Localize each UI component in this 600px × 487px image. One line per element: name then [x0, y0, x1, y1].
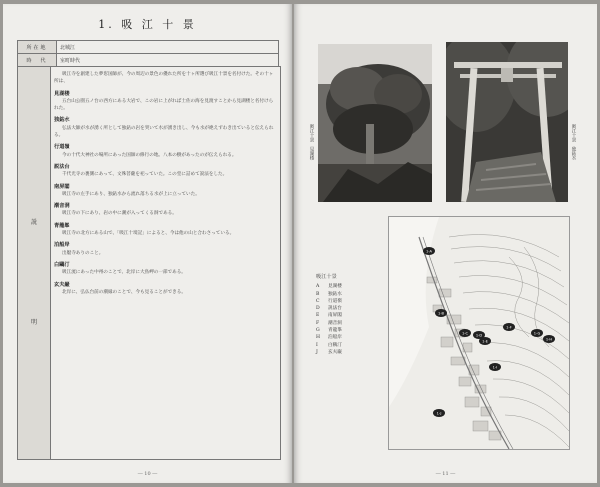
svg-text:1-F: 1-F — [506, 325, 512, 330]
page-number: ― 10 ― — [137, 471, 158, 477]
entry-term: 青龍峯 — [54, 222, 70, 229]
entry-term: 潮音洞 — [54, 203, 70, 210]
entry-text: 吸江寺の北方にある山で、「吸江十境記」によると、今は他の山と合わさっている。 — [62, 231, 235, 237]
entry-text: 吸江流にあった中州のことで、北岸に大鳥岬の一部である。 — [62, 270, 186, 276]
meta-table — [17, 40, 279, 67]
side-label-char: 説 — [30, 219, 37, 226]
right-page — [294, 4, 597, 483]
entry-text: 今の十代大神社の場所にあった国師の修行の地。八本の樹があったのが伝えられる。 — [62, 152, 237, 158]
legend-item: I 白鷗汀 — [316, 342, 342, 348]
svg-text:1-B: 1-B — [438, 311, 444, 316]
map-marker — [459, 329, 471, 337]
svg-text:1-E: 1-E — [482, 339, 488, 344]
meta-value: 北城江 — [57, 41, 279, 54]
legend-item: B 独鈷水 — [316, 291, 342, 297]
meta-row-era — [18, 54, 279, 67]
map-marker — [531, 329, 543, 337]
entry-term: 南屏閣 — [54, 183, 70, 190]
map-marker — [479, 337, 491, 345]
page-number: ― 11 ― — [435, 471, 456, 477]
entry-text: 弘法大師が水が湧く所として独鈷の岩を突いて水が湧き出し、今も水が絶えずわき出ていると伝えられる。 — [54, 125, 274, 139]
legend-item: D 説法台 — [316, 306, 342, 312]
entry-text: 五台山公園五ノ台の西方にある大岩で、この岩に上がれば土佐の海を見渡すことから見湖楼と名付けられた。 — [54, 98, 274, 112]
svg-text:1-D: 1-D — [475, 333, 483, 338]
map-marker — [503, 323, 515, 331]
description-box — [17, 66, 281, 460]
entry-text: 北岸に、弘仏台前の潮縁のことで、今も見ることができる。 — [62, 289, 186, 295]
meta-key: 時 代 — [18, 54, 57, 67]
photo-caption: 吸江十景 独鈷水 — [571, 124, 576, 160]
entry-text: 千代光寺の裏側にあって、文殊菩薩を祀っていた。この堂に詰めて説法をした。 — [62, 172, 228, 178]
entry-term: 説法台 — [54, 163, 70, 170]
legend-item: H 泊船岸 — [316, 335, 342, 341]
side-label-char: 明 — [30, 319, 37, 326]
map-marker — [433, 409, 445, 417]
map-marker — [435, 309, 447, 317]
map-legend — [316, 274, 386, 356]
svg-text:1-H: 1-H — [545, 337, 553, 342]
entry-text: 吸江寺の左手にあり、独鈷水から流れ落ちる水が上に立っていた。 — [62, 191, 200, 197]
map-marker — [423, 247, 435, 255]
entry-term: 独鈷水 — [54, 117, 70, 124]
map-marker — [489, 363, 501, 371]
page-title: 1. 吸 江 十 景 — [98, 18, 197, 31]
entry-term: 行道嶺 — [54, 144, 70, 151]
svg-text:1-J: 1-J — [436, 411, 442, 416]
entry-text: 吸江寺の下にあり、岩の中に潮が入ってくる洞である。 — [62, 211, 177, 217]
svg-text:1-G: 1-G — [533, 331, 541, 336]
svg-text:1-A: 1-A — [426, 249, 432, 254]
legend-item: A 見湖楼 — [316, 284, 342, 290]
legend-item: F 潮音洞 — [316, 320, 342, 326]
photo-caption: 吸江十景 見湖楼 — [309, 124, 314, 160]
svg-text:1-I: 1-I — [492, 365, 498, 370]
legend-item: J 玄夫巌 — [316, 349, 342, 355]
torii-photo — [446, 42, 568, 202]
map-marker — [543, 335, 555, 343]
entry-term: 見湖楼 — [54, 90, 70, 97]
entry-term: 玄夫巌 — [54, 281, 70, 288]
meta-row-location — [18, 41, 279, 54]
svg-text:1-C: 1-C — [461, 331, 469, 336]
legend-item: E 南屏閣 — [316, 313, 342, 319]
intro-text: 吸江寺を創建した夢窓国師が、今の周辺の景色の優れた所を十ヶ所選び吸江十景を名付けた。その十ヶ所は、 — [54, 72, 274, 85]
description-side-label — [18, 67, 51, 459]
legend-item: C 行道嶺 — [316, 298, 342, 304]
legend-title: 吸江十景 — [316, 274, 337, 280]
meta-value: 室町時代 — [57, 54, 279, 67]
entry-term: 白鷗汀 — [54, 261, 70, 268]
description-content — [54, 71, 276, 455]
entry-text: 出艇寺ありのこと。 — [62, 250, 104, 256]
tree-photo — [318, 44, 432, 202]
left-page — [3, 4, 292, 483]
legend-item: G 青龍峯 — [316, 328, 342, 334]
entry-term: 泊船岸 — [54, 242, 70, 249]
topographic-map — [388, 216, 570, 450]
meta-key: 所在地 — [18, 41, 57, 54]
